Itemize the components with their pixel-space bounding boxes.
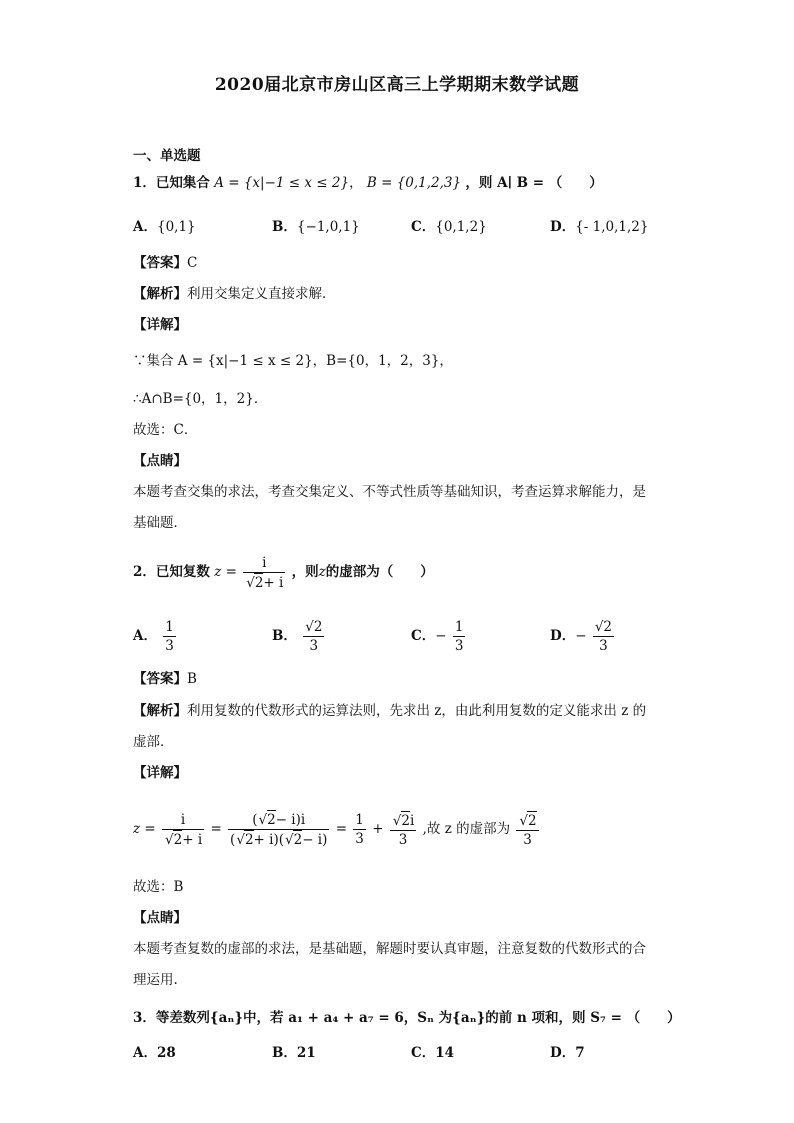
q3-option-d: D．7 <box>550 1045 585 1061</box>
q1-analysis: 【解析】利用交集定义直接求解． <box>133 286 336 302</box>
q1-detail-line-2: ∴A∩B={0，1，2}． <box>133 391 268 407</box>
q2-comment-tag: 【点睛】 <box>133 910 187 926</box>
q3-option-c: C．14 <box>411 1045 455 1061</box>
question-2-stem: 2．已知复数 z = i √ 2+ i ，则z的虚部为（ ） <box>133 552 434 592</box>
q2-choose: 故选：B <box>133 879 184 895</box>
q3-option-a: A．28 <box>133 1045 176 1061</box>
q1-option-b: B．{−1,0,1} <box>272 219 360 235</box>
q1-comment-tag: 【点睛】 <box>133 453 187 469</box>
q2-option-d: D．− $\frac{√2}{3}$ <box>550 619 613 654</box>
q1-option-a: A．{0,1} <box>133 219 196 235</box>
q1-comment-line-2: 基础题． <box>133 515 187 531</box>
q2-comment-line-2: 理运用. <box>133 972 178 988</box>
q1-answer: 【答案】C <box>133 255 198 271</box>
q1-option-c: C．{0,1,2} <box>411 219 487 235</box>
q1-option-d: D．{- 1,0,1,2} <box>550 219 649 235</box>
q2-option-b: B． $\frac{√2}{3}$ <box>272 619 323 654</box>
q3-option-b: B．21 <box>272 1045 316 1061</box>
question-1-stem: 1．已知集合 A = {x|−1 ≤ x ≤ 2}， B = {0,1,2,3} ，则 A∣ B = （ ） <box>133 175 603 191</box>
q2-detail-tag: 【详解】 <box>133 765 187 781</box>
q2-analysis-line-2: 虚部． <box>133 734 174 750</box>
q2-analysis-line-1: 【解析】利用复数的代数形式的运算法则，先求出 z，由此利用复数的定义能求出 z 的 <box>133 703 647 719</box>
q1-detail-tag: 【详解】 <box>133 317 187 333</box>
q1-detail-line-1: ∵集合 A = {x|−1 ≤ x ≤ 2}，B={0，1，2，3}， <box>133 353 453 369</box>
page-title: 2020届北京市房山区高三上学期期末数学试题 <box>214 75 580 95</box>
q2-comment-line-1: 本题考查复数的虚部的求法，是基础题，解题时要认真审题，注意复数的代数形式的合 <box>133 941 646 957</box>
question-3-stem: 3．等差数列{aₙ}中，若 a₁ + a₄ + a₇ = 6，Sₙ 为{aₙ}的前 n 项和，则 S₇ = （ ） <box>133 1010 681 1026</box>
q1-comment-line-1: 本题考查交集的求法，考查交集定义、不等式性质等基础知识，考查运算求解能力，是 <box>133 484 646 500</box>
q2-option-c: C．− $\frac{1}{3}$ <box>411 619 464 654</box>
q2-detail-equation: z = i √ 2+ i = $\frac{(√ 2- i)i}{(√ 2+ i)(√ 2- i)}$ = $\frac{1}{3}$ + √ $\frac{2i}{3}$ ,故 z 的虚部为 √ $\frac{2}{3}$ <box>133 806 541 852</box>
q2-option-a: A． $\frac{1}{3}$ <box>133 619 174 654</box>
section-heading: 一、单选题 <box>133 148 201 164</box>
q2-answer: 【答案】B <box>133 671 197 687</box>
q1-detail-line-3: 故选：C． <box>133 422 198 438</box>
q2-fraction: i √ 2+ i <box>243 554 285 592</box>
